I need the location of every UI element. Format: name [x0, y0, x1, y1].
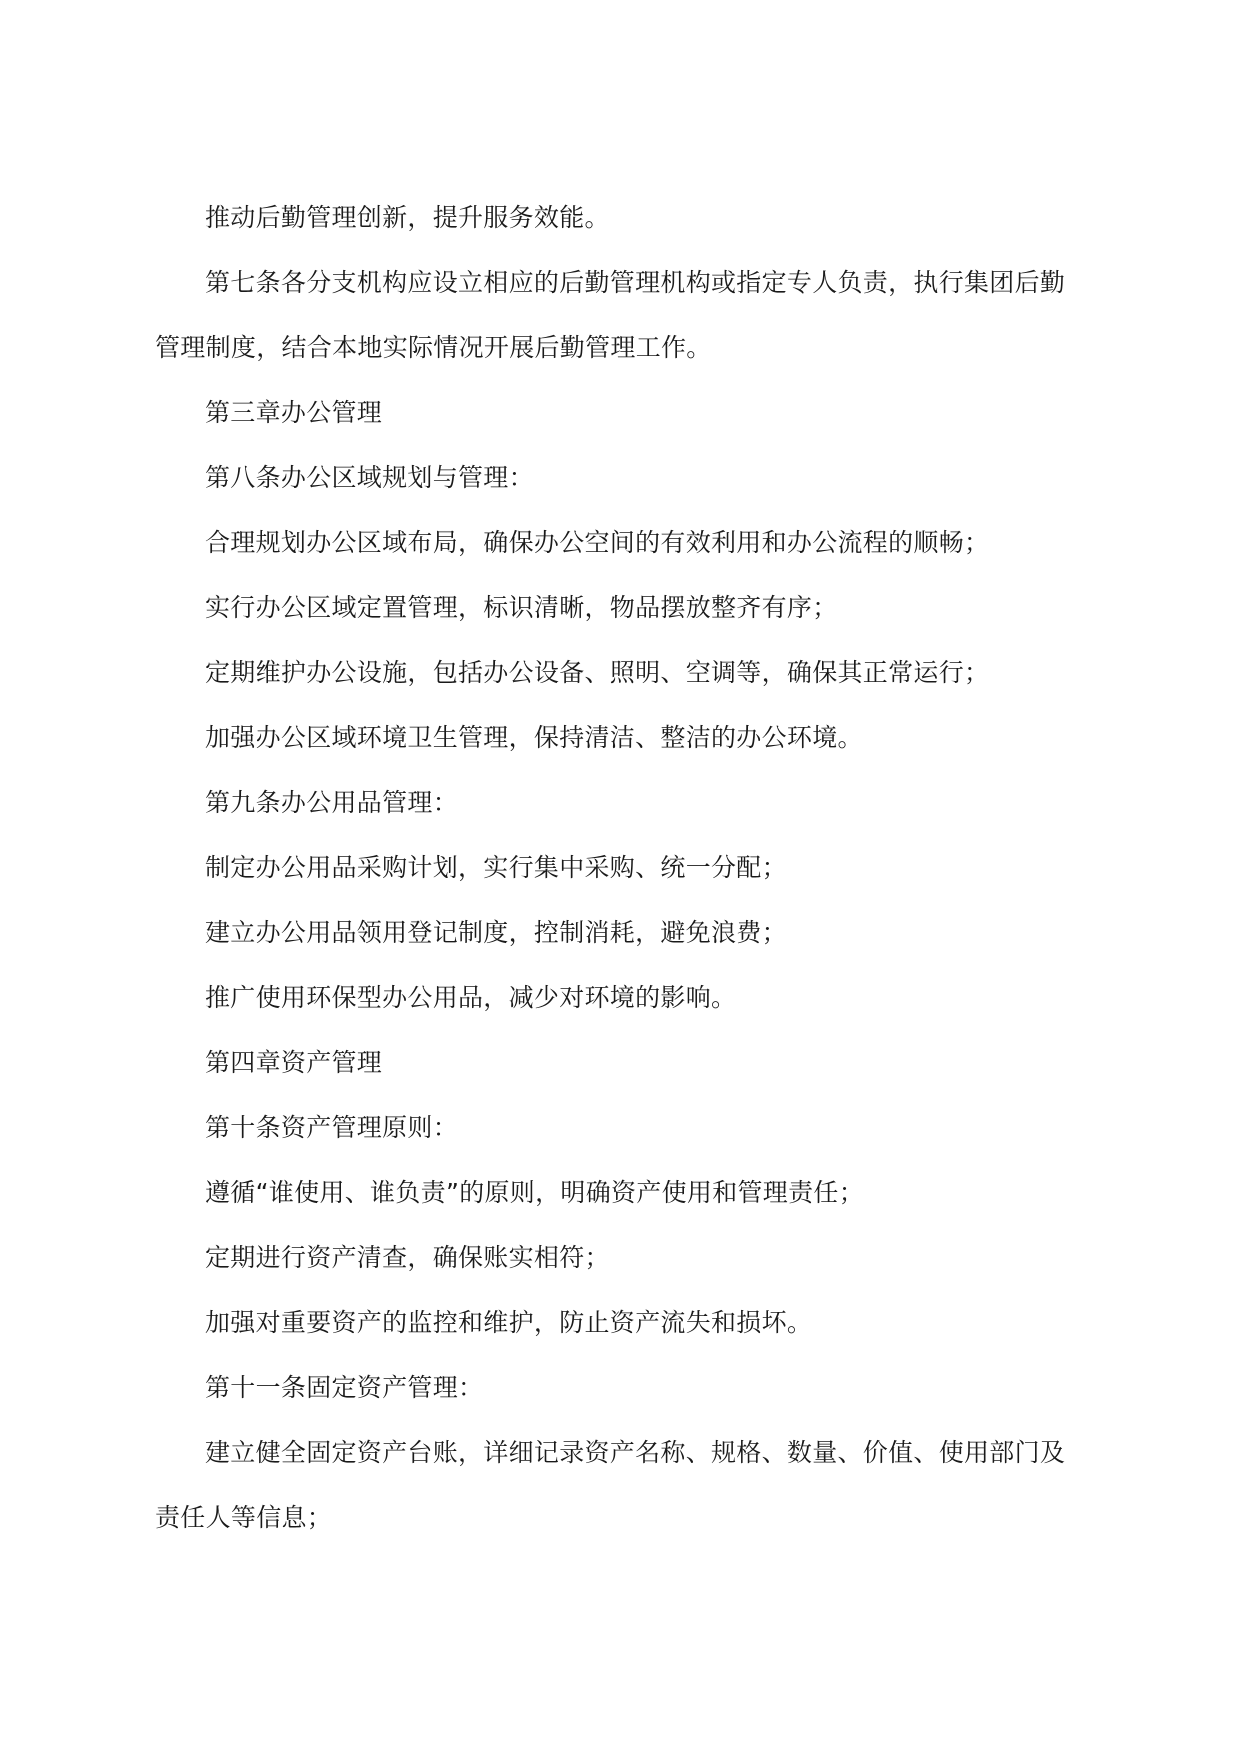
paragraph-office-hygiene: 加强办公区域环境卫生管理，保持清洁、整洁的办公环境。 — [205, 723, 863, 752]
paragraph-service-innovation: 推动后勤管理创新，提升服务效能。 — [205, 203, 610, 232]
document-body — [155, 185, 1090, 1550]
paragraph-asset-inventory: 定期进行资产清查，确保账实相符； — [205, 1243, 610, 1272]
paragraph-supply-registration: 建立办公用品领用登记制度，控制消耗，避免浪费； — [205, 918, 787, 947]
paragraph-article-7: 第七条各分支机构应设立相应的后勤管理机构或指定专人负责，执行集团后勤管理制度，结合本地实际情况开展后勤管理工作。 — [155, 268, 1066, 362]
paragraph-article-8: 第八条办公区域规划与管理： — [205, 463, 534, 492]
paragraph-office-layout: 合理规划办公区域布局，确保办公空间的有效利用和办公流程的顺畅； — [205, 528, 990, 557]
paragraph-article-9: 第九条办公用品管理： — [205, 788, 459, 817]
paragraph-procurement-plan: 制定办公用品采购计划，实行集中采购、统一分配； — [205, 853, 787, 882]
chapter-4-heading: 第四章资产管理 — [205, 1048, 383, 1077]
paragraph-article-10: 第十条资产管理原则： — [205, 1113, 459, 1142]
paragraph-facility-maintenance: 定期维护办公设施，包括办公设备、照明、空调等，确保其正常运行； — [205, 658, 990, 687]
paragraph-responsibility-principle: 遵循“谁使用、谁负责”的原则，明确资产使用和管理责任； — [205, 1178, 865, 1207]
paragraph-article-11: 第十一条固定资产管理： — [205, 1373, 484, 1402]
paragraph-fixed-asset-ledger: 建立健全固定资产台账，详细记录资产名称、规格、数量、价值、使用部门及责任人等信息； — [155, 1438, 1066, 1532]
paragraph-office-placement: 实行办公区域定置管理，标识清晰，物品摆放整齐有序； — [205, 593, 838, 622]
paragraph-asset-monitoring: 加强对重要资产的监控和维护，防止资产流失和损坏。 — [205, 1308, 813, 1337]
paragraph-eco-supplies: 推广使用环保型办公用品，减少对环境的影响。 — [205, 983, 737, 1012]
chapter-3-heading: 第三章办公管理 — [205, 398, 383, 427]
